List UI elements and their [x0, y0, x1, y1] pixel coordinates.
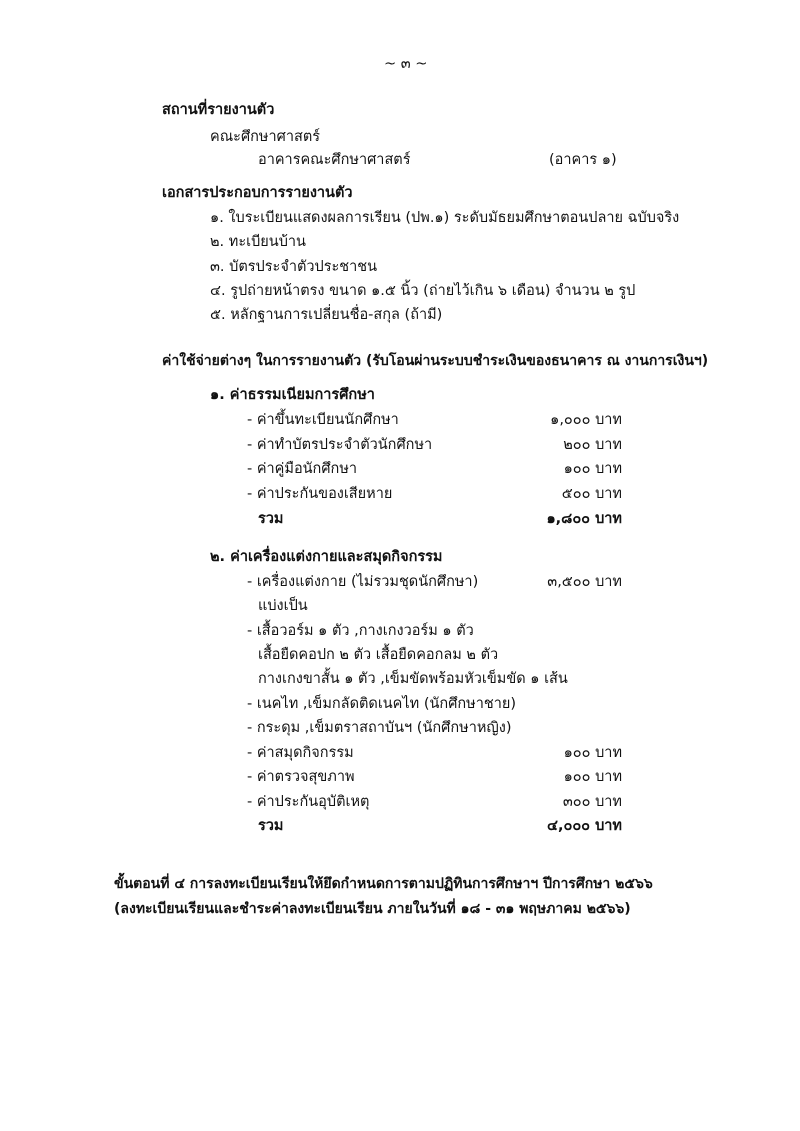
section2-title: ๒. ค่าเครื่องแต่งกายและสมุดกิจกรรม: [210, 549, 443, 565]
building-number: (อาคาร ๑): [549, 152, 617, 168]
report-location-heading: สถานที่รายงานตัว: [162, 102, 275, 118]
section1-total-amount: ๑,๘๐๐ บาท: [546, 511, 622, 527]
document-item: ๒. ทะเบียนบ้าน: [210, 234, 306, 250]
fee-label: - ค่าสมุดกิจกรรม: [247, 745, 354, 761]
fee-amount: ๑๐๐ บาท: [563, 461, 622, 477]
section2-total-amount: ๔,๐๐๐ บาท: [547, 818, 622, 834]
step4-title: ขั้นตอนที่ ๔ การลงทะเบียนเรียนให้ยึดกำหนดการตามปฏิทินการศึกษาฯ ปีการศึกษา ๒๕๖๖: [114, 876, 653, 892]
uniform-detail: - กระดุม ,เข็มตราสถาบันฯ (นักศึกษาหญิง): [247, 720, 512, 736]
document-item: ๔. รูปถ่ายหน้าตรง ขนาด ๑.๕ นิ้ว (ถ่ายไว้เกิน ๖ เดือน) จำนวน ๒ รูป: [210, 283, 636, 299]
fee-label: - ค่าประกันของเสียหาย: [247, 486, 393, 502]
document-item: ๓. บัตรประจำตัวประชาชน: [210, 259, 378, 275]
uniform-detail: กางเกงขาสั้น ๑ ตัว ,เข็มขัดพร้อมหัวเข็มขัด ๑ เส้น: [258, 671, 568, 687]
faculty-name: คณะศึกษาศาสตร์: [210, 129, 321, 145]
fee-label: - ค่าคู่มือนักศึกษา: [247, 461, 358, 477]
document-item: ๕. หลักฐานการเปลี่ยนชื่อ-สกุล (ถ้ามี): [210, 307, 443, 323]
uniform-detail: เสื้อยืดคอปก ๒ ตัว เสื้อยืดคอกลม ๒ ตัว: [258, 647, 499, 663]
fee-amount: ๒๐๐ บาท: [563, 437, 622, 453]
documents-heading: เอกสารประกอบการรายงานตัว: [162, 185, 353, 201]
fee-label: - ค่าขึ้นทะเบียนนักศึกษา: [247, 412, 399, 428]
step4-deadline: (ลงทะเบียนเรียนและชำระค่าลงทะเบียนเรียน ภายในวันที่ ๑๘ - ๓๑ พฤษภาคม ๒๕๖๖): [114, 901, 631, 917]
fee-label: - ค่าทำบัตรประจำตัวนักศึกษา: [247, 437, 433, 453]
expenses-heading: ค่าใช้จ่ายต่างๆ ในการรายงานตัว (รับโอนผ่านระบบชำระเงินของธนาคาร ณ งานการเงินฯ): [162, 353, 709, 369]
uniform-split-label: แบ่งเป็น: [258, 598, 308, 614]
fee-amount: ๕๐๐ บาท: [561, 486, 622, 502]
section1-total-label: รวม: [258, 511, 284, 527]
section2-total-label: รวม: [258, 818, 284, 834]
document-item: ๑. ใบระเบียนแสดงผลการเรียน (ปพ.๑) ระดับมัธยมศึกษาตอนปลาย ฉบับจริง: [210, 210, 680, 226]
fee-label: - ค่าตรวจสุขภาพ: [247, 769, 355, 785]
section1-title: ๑. ค่าธรรมเนียมการศึกษา: [210, 387, 375, 403]
uniform-amount: ๓,๕๐๐ บาท: [547, 574, 622, 590]
fee-label: - ค่าประกันอุบัติเหตุ: [247, 794, 370, 810]
fee-amount: ๑๐๐ บาท: [563, 745, 622, 761]
uniform-label: - เครื่องแต่งกาย (ไม่รวมชุดนักศึกษา): [247, 574, 479, 590]
fee-amount: ๑๐๐ บาท: [563, 769, 622, 785]
page-number: ~ ๓ ~: [384, 56, 428, 72]
uniform-detail: - เสื้อวอร์ม ๑ ตัว ,กางเกงวอร์ม ๑ ตัว: [247, 623, 474, 639]
uniform-detail: - เนคไท ,เข็มกลัดติดเนคไท (นักศึกษาชาย): [247, 696, 517, 712]
fee-amount: ๑,๐๐๐ บาท: [550, 412, 622, 428]
building-name: อาคารคณะศึกษาศาสตร์: [258, 152, 411, 168]
fee-amount: ๓๐๐ บาท: [562, 794, 622, 810]
